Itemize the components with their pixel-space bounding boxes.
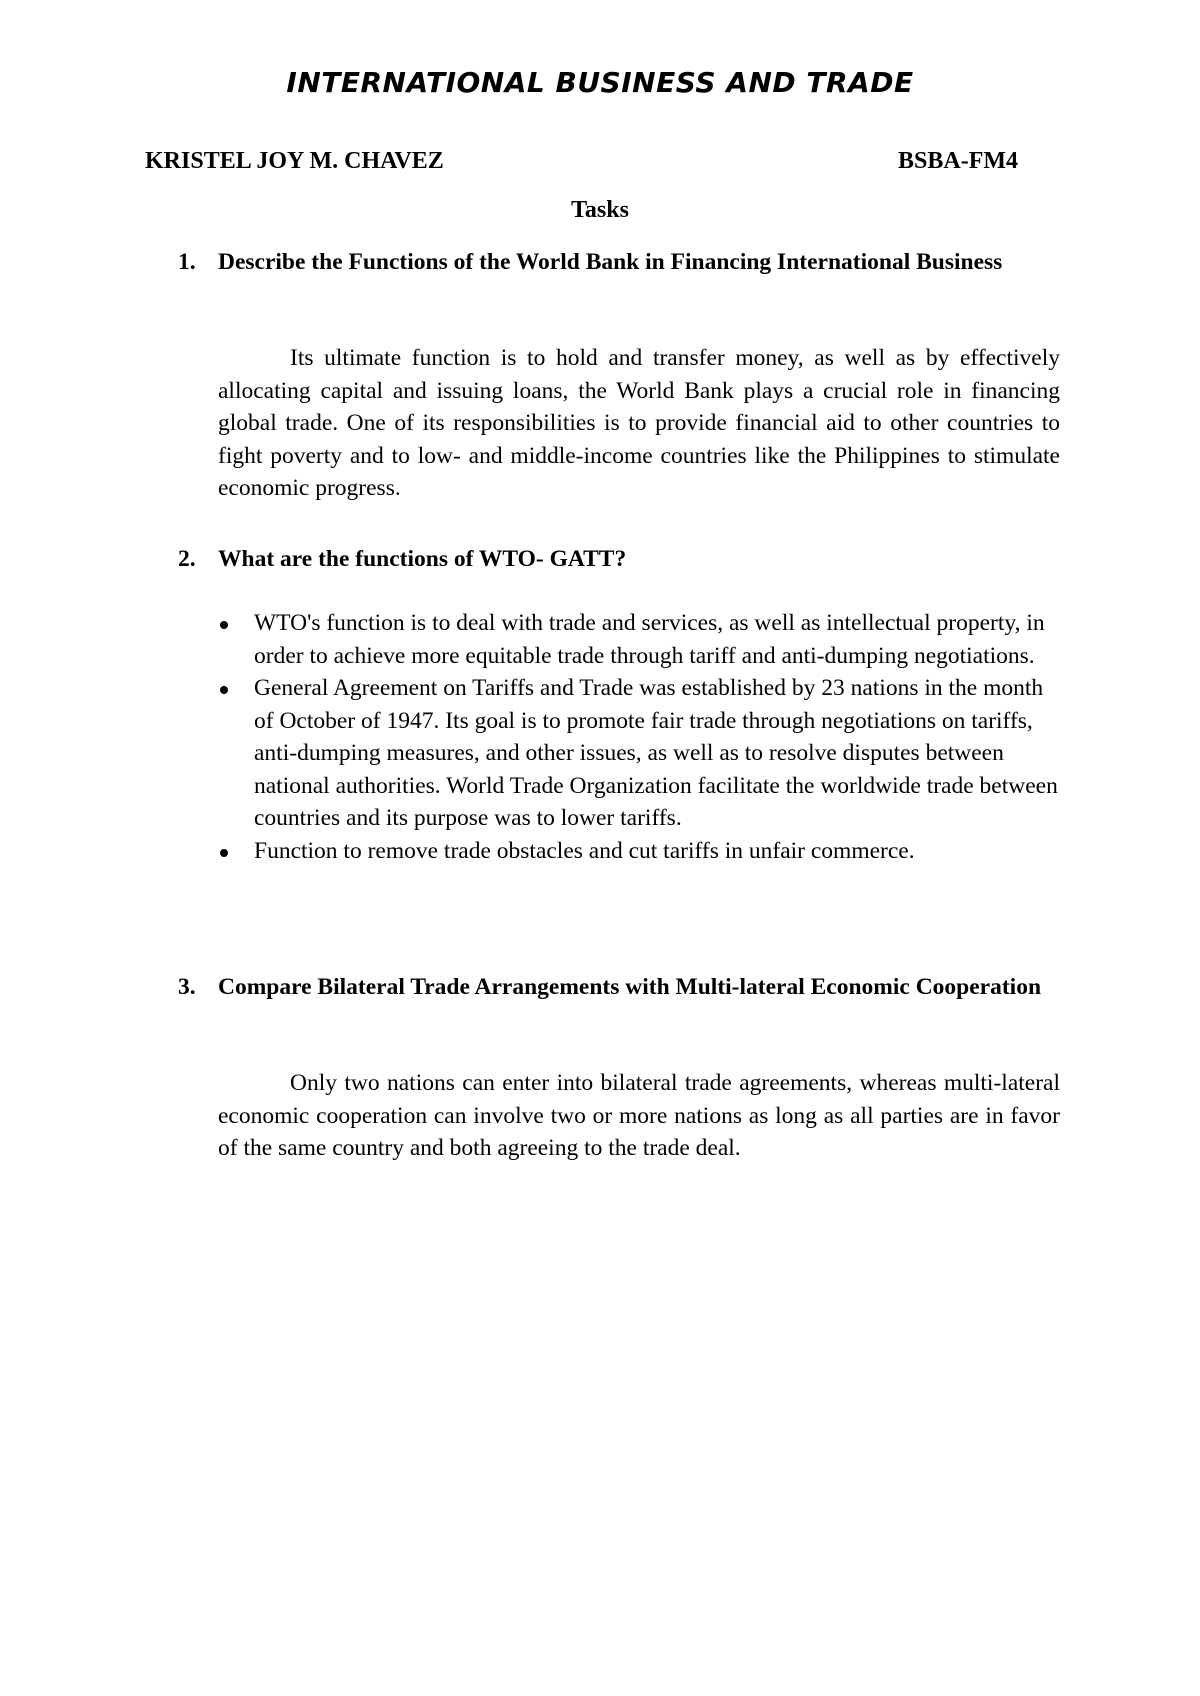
question-2-text: What are the functions of WTO- GATT?: [218, 546, 627, 572]
answer-1: Its ultimate function is to hold and transfer money, as well as by effectively allocating capital and issuing loans, the World Bank plays a crucial role in financing global trade. One of its responsibilities is to provide financial aid to other countries to fight poverty and to low- and middle-income countries like the Philippines to stimulate economic progress.: [218, 345, 1060, 501]
bullet-icon: [220, 849, 228, 857]
answer-2-bullet-text: WTO's function is to deal with trade and services, as well as intellectual property, in order to achieve more equitable trade through tariff and anti-dumping negotiations.: [254, 610, 1045, 669]
question-3: [178, 971, 1078, 1003]
question-1: [178, 246, 1078, 278]
question-2: [178, 543, 1078, 575]
question-3-text: Compare Bilateral Trade Arrangements with Multi-lateral Economic Cooperation: [218, 974, 1042, 1000]
bullet-icon: [220, 621, 228, 629]
document-title: INTERNATIONAL BUSINESS AND TRADE: [286, 66, 914, 99]
bullet-icon: [220, 686, 228, 694]
author-name: KRISTEL JOY M. CHAVEZ: [145, 148, 444, 174]
question-3-number: 3.: [178, 974, 196, 1000]
tasks-heading: Tasks: [571, 197, 629, 223]
answer-3: Only two nations can enter into bilateral trade agreements, whereas multi-lateral economic cooperation can involve two or more nations as long as all parties are in favor of the same country and both agreeing to the trade deal.: [218, 1070, 1060, 1161]
answer-2-bullet-text: Function to remove trade obstacles and cut tariffs in unfair commerce.: [254, 837, 915, 864]
question-1-number: 1.: [178, 249, 196, 275]
course-section: BSBA-FM4: [898, 148, 1018, 174]
answer-2-bullet-item: [218, 607, 1060, 672]
answer-2-bullet-list: [218, 607, 1060, 867]
answer-2-bullet-item: [218, 835, 1060, 868]
answer-2-bullet-text: General Agreement on Tariffs and Trade was established by 23 nations in the month of October of 1947. Its goal is to promote fair trade through negotiations on tariffs, anti-dumping measures, and other issues, as well as to resolve disputes between national authorities. World Trade Organization facilitate the worldwide trade between countries and its purpose was to lower tariffs.: [254, 675, 1058, 831]
question-2-number: 2.: [178, 546, 196, 572]
answer-2-bullet-item: [218, 672, 1060, 835]
question-1-text: Describe the Functions of the World Bank in Financing International Business: [218, 249, 1003, 275]
